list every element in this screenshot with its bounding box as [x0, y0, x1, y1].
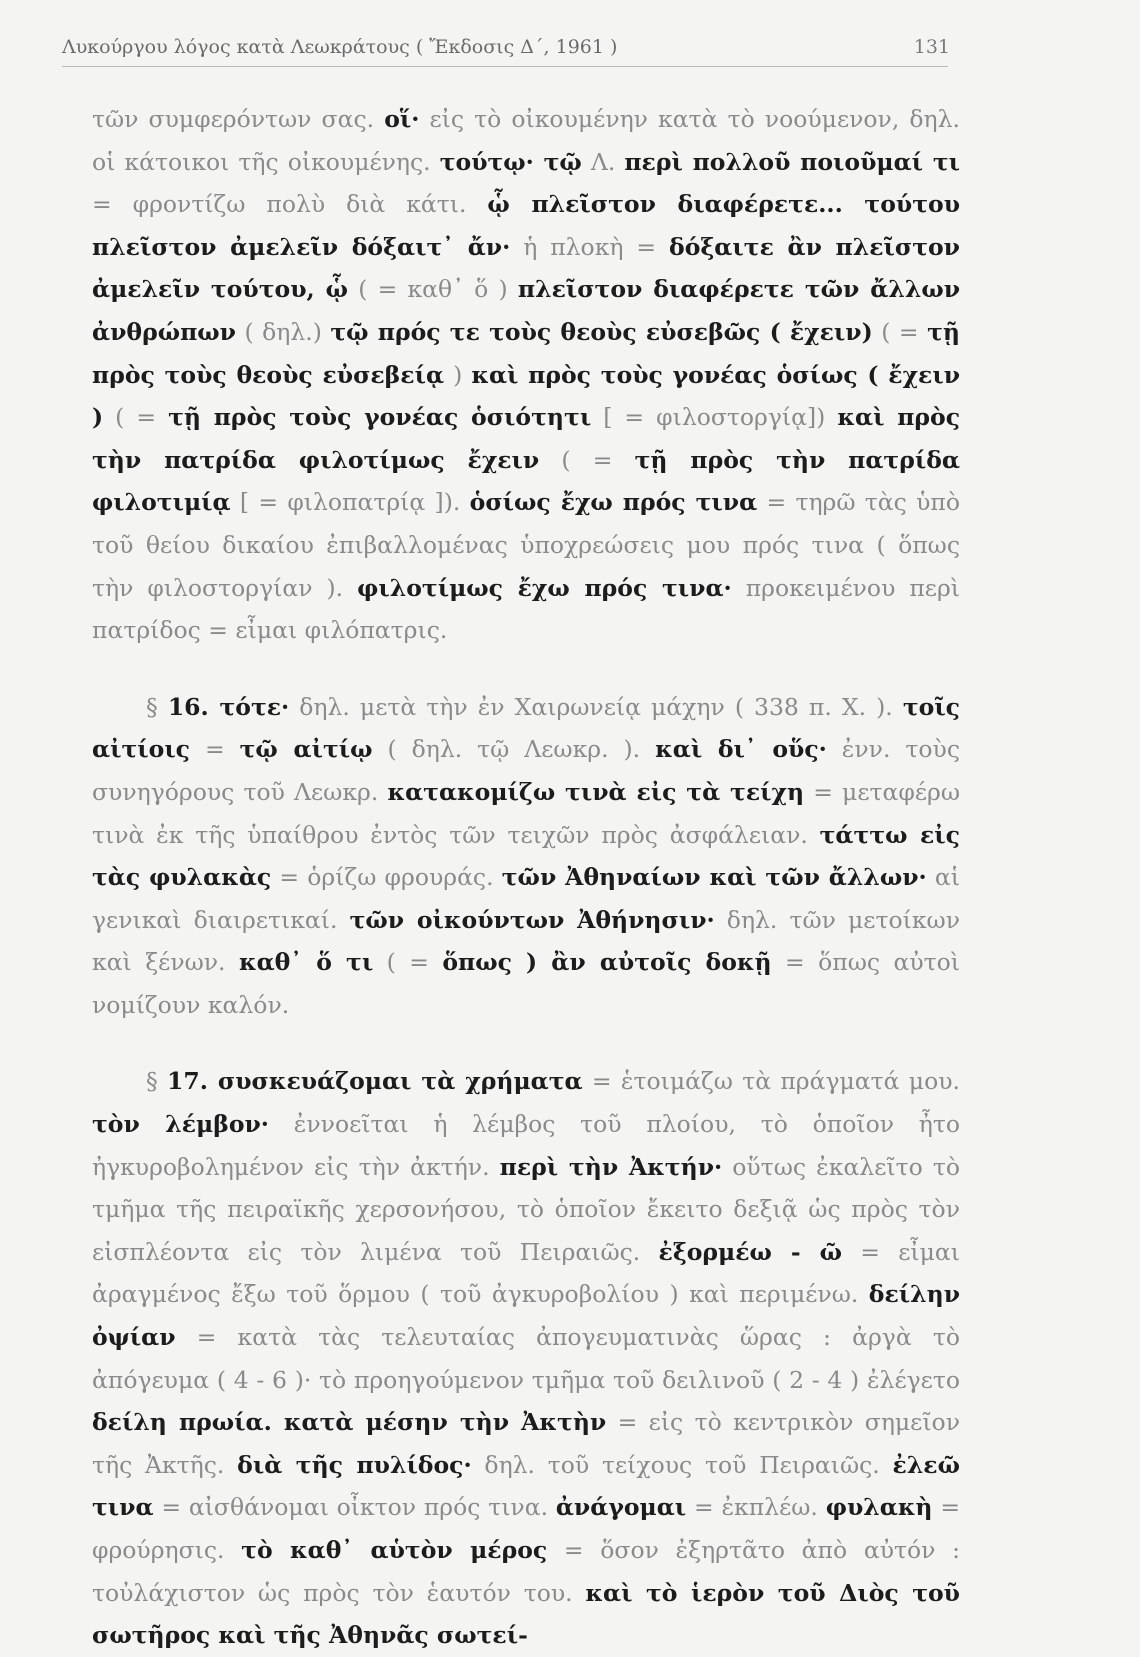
gloss-text: ) — [444, 360, 472, 389]
gloss-text: τῶν συμφερόντων σας. — [92, 105, 385, 133]
bold-lemma: ᾧ πλεῖστον διαφέρετε... τούτου πλεῖστον ἀμελεῖν δόξαιτ᾽ ἄν· — [92, 190, 960, 261]
gloss-text: = φροντίζω πολὺ διὰ κάτι. — [92, 190, 488, 219]
gloss-text: = εἶμαι ἀραγμένος ἔξω τοῦ ὅρμου ( τοῦ ἀγκυροβολίου ) καὶ περιμένω. — [92, 1237, 960, 1309]
gloss-text: = ὅσον ἐξηρτᾶτο ἀπὸ αὐτόν : τοὐλάχιστον ὡς πρὸς τὸν ἑαυτόν του. — [92, 1536, 960, 1607]
gloss-text: = ὅπως αὐτοὶ νομίζουν καλόν. — [92, 948, 960, 1019]
bold-lemma: περὶ τὴν Ἀκτήν· — [499, 1152, 723, 1181]
paragraph-intro — [92, 98, 960, 652]
gloss-text: ( = — [103, 403, 169, 432]
bold-lemma: διὰ τῆς πυλίδος· — [237, 1450, 472, 1479]
gloss-text: = φρούρησις. — [92, 1493, 961, 1564]
gloss-text: § — [146, 692, 168, 721]
bold-lemma: τῷ πρός τε τοὺς θεοὺς εὐσεβῶς ( ἔχειν) — [330, 317, 873, 346]
bold-lemma: δείλη πρωία. κατὰ μέσην τὴν Ἀκτὴν — [92, 1408, 607, 1437]
gloss-text: ( δηλ.) — [235, 317, 331, 346]
bold-lemma: τῇ πρὸς τὴν πατρίδα φιλοτιμίᾳ — [92, 445, 960, 517]
gloss-text: οὕτως ἐκαλεῖτο τὸ τμῆμα τῆς πειραϊκῆς χερσονήσου, τὸ ὁποῖον ἔκειτο δεξιᾷ ὡς πρὸς τὸν εἰσπλέοντα εἰς τὸν λιμένα τοῦ Πειραιῶς. — [92, 1152, 960, 1266]
gloss-text: αἱ γενικαὶ διαιρετικαί. — [92, 863, 960, 934]
bold-lemma: τῇ πρὸς τοὺς γονέας ὁσιότητι — [168, 403, 592, 432]
gloss-text: = τηρῶ τὰς ὑπὸ τοῦ θείου δικαίου ἐπιβαλλομένας ὑποχρεώσεις μου πρός τινα ( ὅπως τὴν φιλοστοργίαν ). — [92, 488, 960, 602]
bold-lemma: κατακομίζω τινὰ εἰς τὰ τείχη — [387, 777, 805, 806]
bold-lemma: 17. συσκευάζομαι τὰ χρήματα — [167, 1067, 583, 1096]
gloss-text: § — [146, 1067, 168, 1096]
bold-lemma: οἵ· — [384, 105, 420, 133]
bold-lemma: ἀνάγομαι — [555, 1493, 687, 1522]
gloss-text: ἐνν. τοὺς συνηγόρους τοῦ Λεωκρ. — [92, 735, 960, 806]
bold-lemma: τὸν λέμβον· — [92, 1110, 269, 1139]
bold-lemma: καὶ τὸ ἱερὸν τοῦ Διὸς τοῦ σωτῆρος καὶ τῆς Ἀθηνᾶς σωτεί- — [92, 1578, 960, 1650]
gloss-text: ἐννοεῖται ἡ λέμβος τοῦ πλοίου, τὸ ὁποῖον ἦτο ἠγκυροβολημένον εἰς τὴν ἀκτήν. — [92, 1110, 960, 1181]
gloss-text: προκειμένου περὶ πατρίδος = εἶμαι φιλόπατρις. — [92, 573, 960, 645]
gloss-text: ἡ πλοκὴ = — [510, 232, 670, 261]
gloss-text: ( = — [539, 445, 635, 474]
bold-lemma: φυλακὴ — [825, 1493, 933, 1522]
paragraph-section-17 — [92, 1060, 960, 1656]
bold-lemma: δόξαιτε ἂν πλεῖστον ἀμελεῖν τούτου, ᾧ — [92, 232, 960, 304]
gloss-text: = κατὰ τὰς τελευταίας ἀπογευματινὰς ὥρας : ἀργὰ τὸ ἀπόγευμα ( 4 - 6 )· τὸ προηγούμενον τμῆμα τοῦ δειλινοῦ ( 2 - 4 ) ἐλέγετο — [92, 1323, 960, 1394]
bold-lemma: τάττω εἰς τὰς φυλακὰς — [92, 820, 960, 892]
bold-lemma: τὸ καθ᾽ αὑτὸν μέρος — [241, 1536, 548, 1564]
gloss-text: [ = φιλοπατρίᾳ ]). — [230, 488, 470, 517]
bold-lemma: τῇ πρὸς τοὺς θεοὺς εὐσεβείᾳ — [92, 317, 960, 389]
paragraph-section-16 — [92, 686, 960, 1027]
gloss-text: ( = καθ᾽ ὅ ) — [348, 275, 518, 304]
gloss-text: = μεταφέρω τινὰ ἐκ τῆς ὑπαίθρου ἐντὸς τῶν τειχῶν πρὸς ἀσφάλειαν. — [92, 777, 960, 849]
running-header — [62, 36, 948, 67]
bold-lemma: ὅπως ) ἂν αὐτοῖς δοκῇ — [442, 948, 772, 977]
gloss-text: εἰς τὸ οἰκουμένην κατὰ τὸ νοούμενον, δηλ. οἱ κάτοικοι τῆς οἰκουμένης. — [92, 105, 960, 176]
bold-lemma: ὁσίως ἔχω πρός τινα — [469, 488, 758, 517]
bold-lemma: καὶ πρὸς τὴν πατρίδα φιλοτίμως ἔχειν — [92, 403, 961, 474]
gloss-text: = αἰσθάνομαι οἶκτον πρός τινα. — [153, 1493, 556, 1522]
bold-lemma: τῷ αἰτίῳ — [239, 735, 373, 764]
bold-lemma: τούτῳ· τῷ — [439, 147, 582, 176]
gloss-text: δηλ. τῶν μετοίκων καὶ ξένων. — [92, 905, 960, 977]
bold-lemma: καὶ πρὸς τοὺς γονέας ὁσίως ( ἔχειν ) — [92, 360, 960, 432]
gloss-text: ( δηλ. τῷ Λεωκρ. ). — [372, 735, 656, 764]
bold-lemma: καθ᾽ ὅ τι — [238, 948, 374, 977]
gloss-text: = ἑτοιμάζω τὰ πράγματά μου. — [582, 1067, 960, 1096]
bold-lemma: τῶν οἰκούντων Ἀθήνησιν· — [349, 905, 715, 934]
bold-lemma: ἐλεῶ τινα — [92, 1450, 960, 1522]
bold-lemma: φιλοτίμως ἔχω πρός τινα· — [357, 573, 732, 602]
gloss-text: δηλ. τοῦ τείχους τοῦ Πειραιῶς. — [471, 1450, 893, 1479]
bold-lemma: περὶ πολλοῦ ποιοῦμαί τι — [624, 147, 960, 176]
gloss-text: = — [190, 735, 240, 764]
gloss-text: = εἰς τὸ κεντρικὸν σημεῖον τῆς Ἀκτῆς. — [92, 1408, 960, 1479]
gloss-text: [ = φιλοστοργίᾳ]) — [591, 403, 838, 432]
bold-lemma: 16. τότε· — [167, 692, 290, 721]
gloss-text: ( = — [872, 317, 928, 346]
gloss-text: ( = — [373, 948, 443, 977]
gloss-text: = ὁρίζω φρουράς. — [271, 863, 502, 892]
bold-lemma: πλεῖστον διαφέρετε τῶν ἄλλων ἀνθρώπων — [92, 275, 961, 346]
page-number: 131 — [913, 36, 950, 58]
running-title: Λυκούργου λόγος κατὰ Λεωκράτους ( Ἔκδοσις Δ΄, 1961 ) — [62, 36, 618, 58]
bold-lemma: τοῖς αἰτίοις — [92, 692, 960, 764]
bold-lemma: τῶν Ἀθηναίων καὶ τῶν ἄλλων· — [501, 863, 927, 892]
bold-lemma: δείλην ὀψίαν — [92, 1280, 960, 1352]
gloss-text: = ἐκπλέω. — [686, 1493, 826, 1522]
commentary-body — [92, 98, 960, 1657]
gloss-text: δηλ. μετὰ τὴν ἐν Χαιρωνείᾳ μάχην ( 338 π. Χ. ). — [289, 692, 903, 721]
bold-lemma: ἐξορμέω - ῶ — [658, 1237, 842, 1266]
bold-lemma: καὶ δι᾽ οὕς· — [655, 735, 827, 764]
gloss-text: Λ. — [581, 147, 625, 176]
